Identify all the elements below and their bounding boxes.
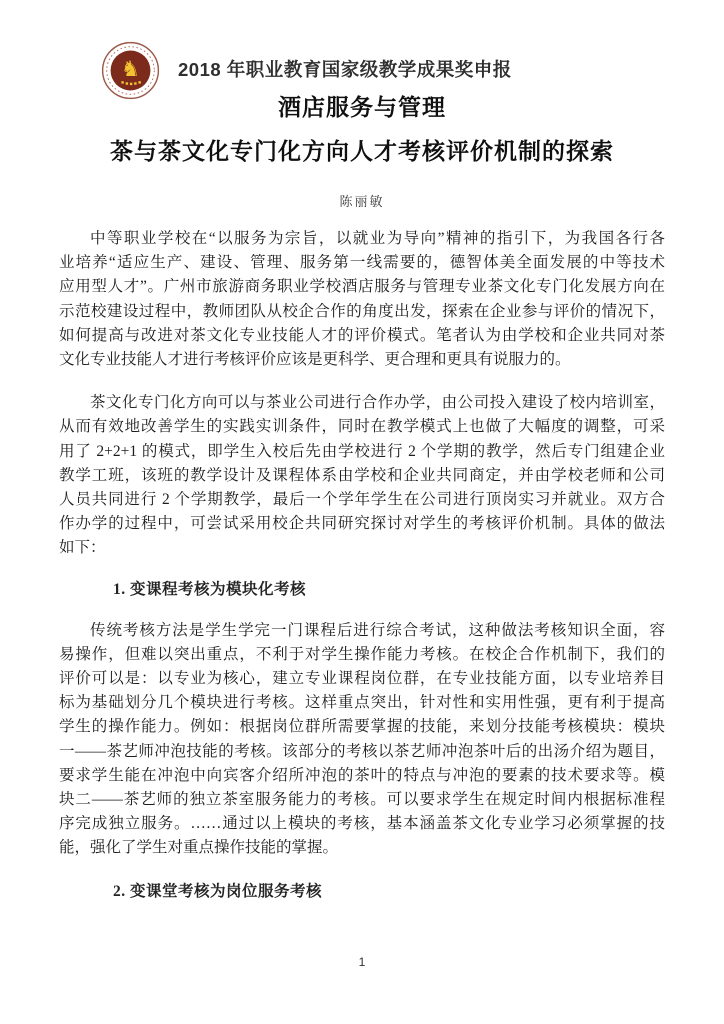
text-line: 用了 2+2+1 的模式，即学生入校后先由学校进行 2 个学期的教学，然后专门组建企业: [59, 442, 665, 460]
text-line: 中等职业学校在“以服务为宗旨，以就业为导向”精神的指引下，为我国各行各: [90, 230, 665, 247]
section-heading-2: 2. 变课堂考核为岗位服务考核: [113, 882, 323, 900]
text-line: 要求学生能在冲泡中向宾客介绍所冲泡的茶叶的特点与冲泡的要素的技术要求等。模: [59, 766, 665, 784]
paragraph: [59, 227, 665, 372]
document-body: [59, 227, 665, 904]
text-line: 序完成独立服务。……通过以上模块的考核，基本涵盖茶文化专业学习必须掌握的技: [59, 815, 665, 833]
text-line: 应用型人才”。广州市旅游商务职业学校酒店服务与管理专业茶文化专门化发展方向在: [59, 278, 665, 296]
horse-emblem-icon: ♞: [120, 57, 141, 82]
section-heading-1: 1. 变课程考核为模块化考核: [113, 581, 307, 599]
text-line: 传统考核方法是学生学完一门课程后进行综合考试，这种做法考核知识全面，容: [90, 621, 665, 639]
paragraph: [59, 619, 665, 861]
text-line: 业培养“适应生产、建设、管理、服务第一线需要的，德智体美全面发展的中等技术: [59, 254, 665, 272]
text-line: 茶文化专门化方向可以与茶业公司进行合作办学，由公司投入建设了校内培训室，: [90, 394, 665, 412]
text-line: 块二——茶艺师的独立茶室服务能力的考核。可以要求学生在规定时间内根据标准程: [59, 790, 665, 808]
header-banner-text: 2018 年职业教育国家级教学成果奖申报: [178, 59, 512, 80]
text-line: 如何提高与改进对茶文化专业技能人才的评价模式。笔者认为由学校和企业共同对茶: [59, 326, 665, 344]
text-line: 标为基础划分几个模块进行考核。这样重点突出，针对性和实用性强，更有利于提高: [59, 694, 665, 712]
text-line: 人员共同进行 2 个学期教学，最后一个学年学生在公司进行顶岗实习并就业。双方合: [59, 490, 665, 508]
text-line: 一——茶艺师冲泡技能的考核。该部分的考核以茶艺师冲泡茶叶后的出汤介绍为题目，: [59, 742, 665, 760]
document-subtitle: 茶与茶文化专门化方向人才考核评价机制的探索: [110, 138, 614, 164]
text-line: 易操作，但难以突出重点，不利于对学生操作能力考核。在校企合作机制下，我们的: [59, 645, 665, 663]
text-line: 评价可以是：以专业为核心，建立专业课程岗位群，在专业技能方面，以专业培养目: [59, 670, 665, 687]
school-seal-icon: [101, 41, 160, 100]
text-line: 如下：: [59, 539, 106, 557]
text-line: 文化专业技能人才进行考核评价应该是更科学、更合理和更具有说服力的。: [59, 350, 571, 368]
document-title: 酒店服务与管理: [278, 94, 446, 120]
paragraph: [59, 391, 665, 560]
text-line: 教学工班，该班的教学设计及课程体系由学校和企业共同商定，并由学校老师和公司: [59, 466, 665, 484]
text-line: 能，强化了学生对重点操作技能的掌握。: [59, 839, 339, 857]
text-line: 示范校建设过程中，教师团队从校企合作的角度出发，探索在企业参与评价的情况下，: [59, 302, 665, 320]
text-line: 学生的操作能力。例如：根据岗位群所需要掌握的技能，来划分技能考核模块：模块: [59, 718, 665, 736]
page-number: 1: [358, 955, 366, 969]
author-name: 陈丽敏: [339, 194, 385, 209]
text-line: 作办学的过程中，可尝试采用校企共同研究探讨对学生的考核评价机制。具体的做法: [59, 515, 665, 533]
text-line: 从而有效地改善学生的实践实训条件，同时在教学模式上也做了大幅度的调整，可采: [59, 418, 665, 436]
